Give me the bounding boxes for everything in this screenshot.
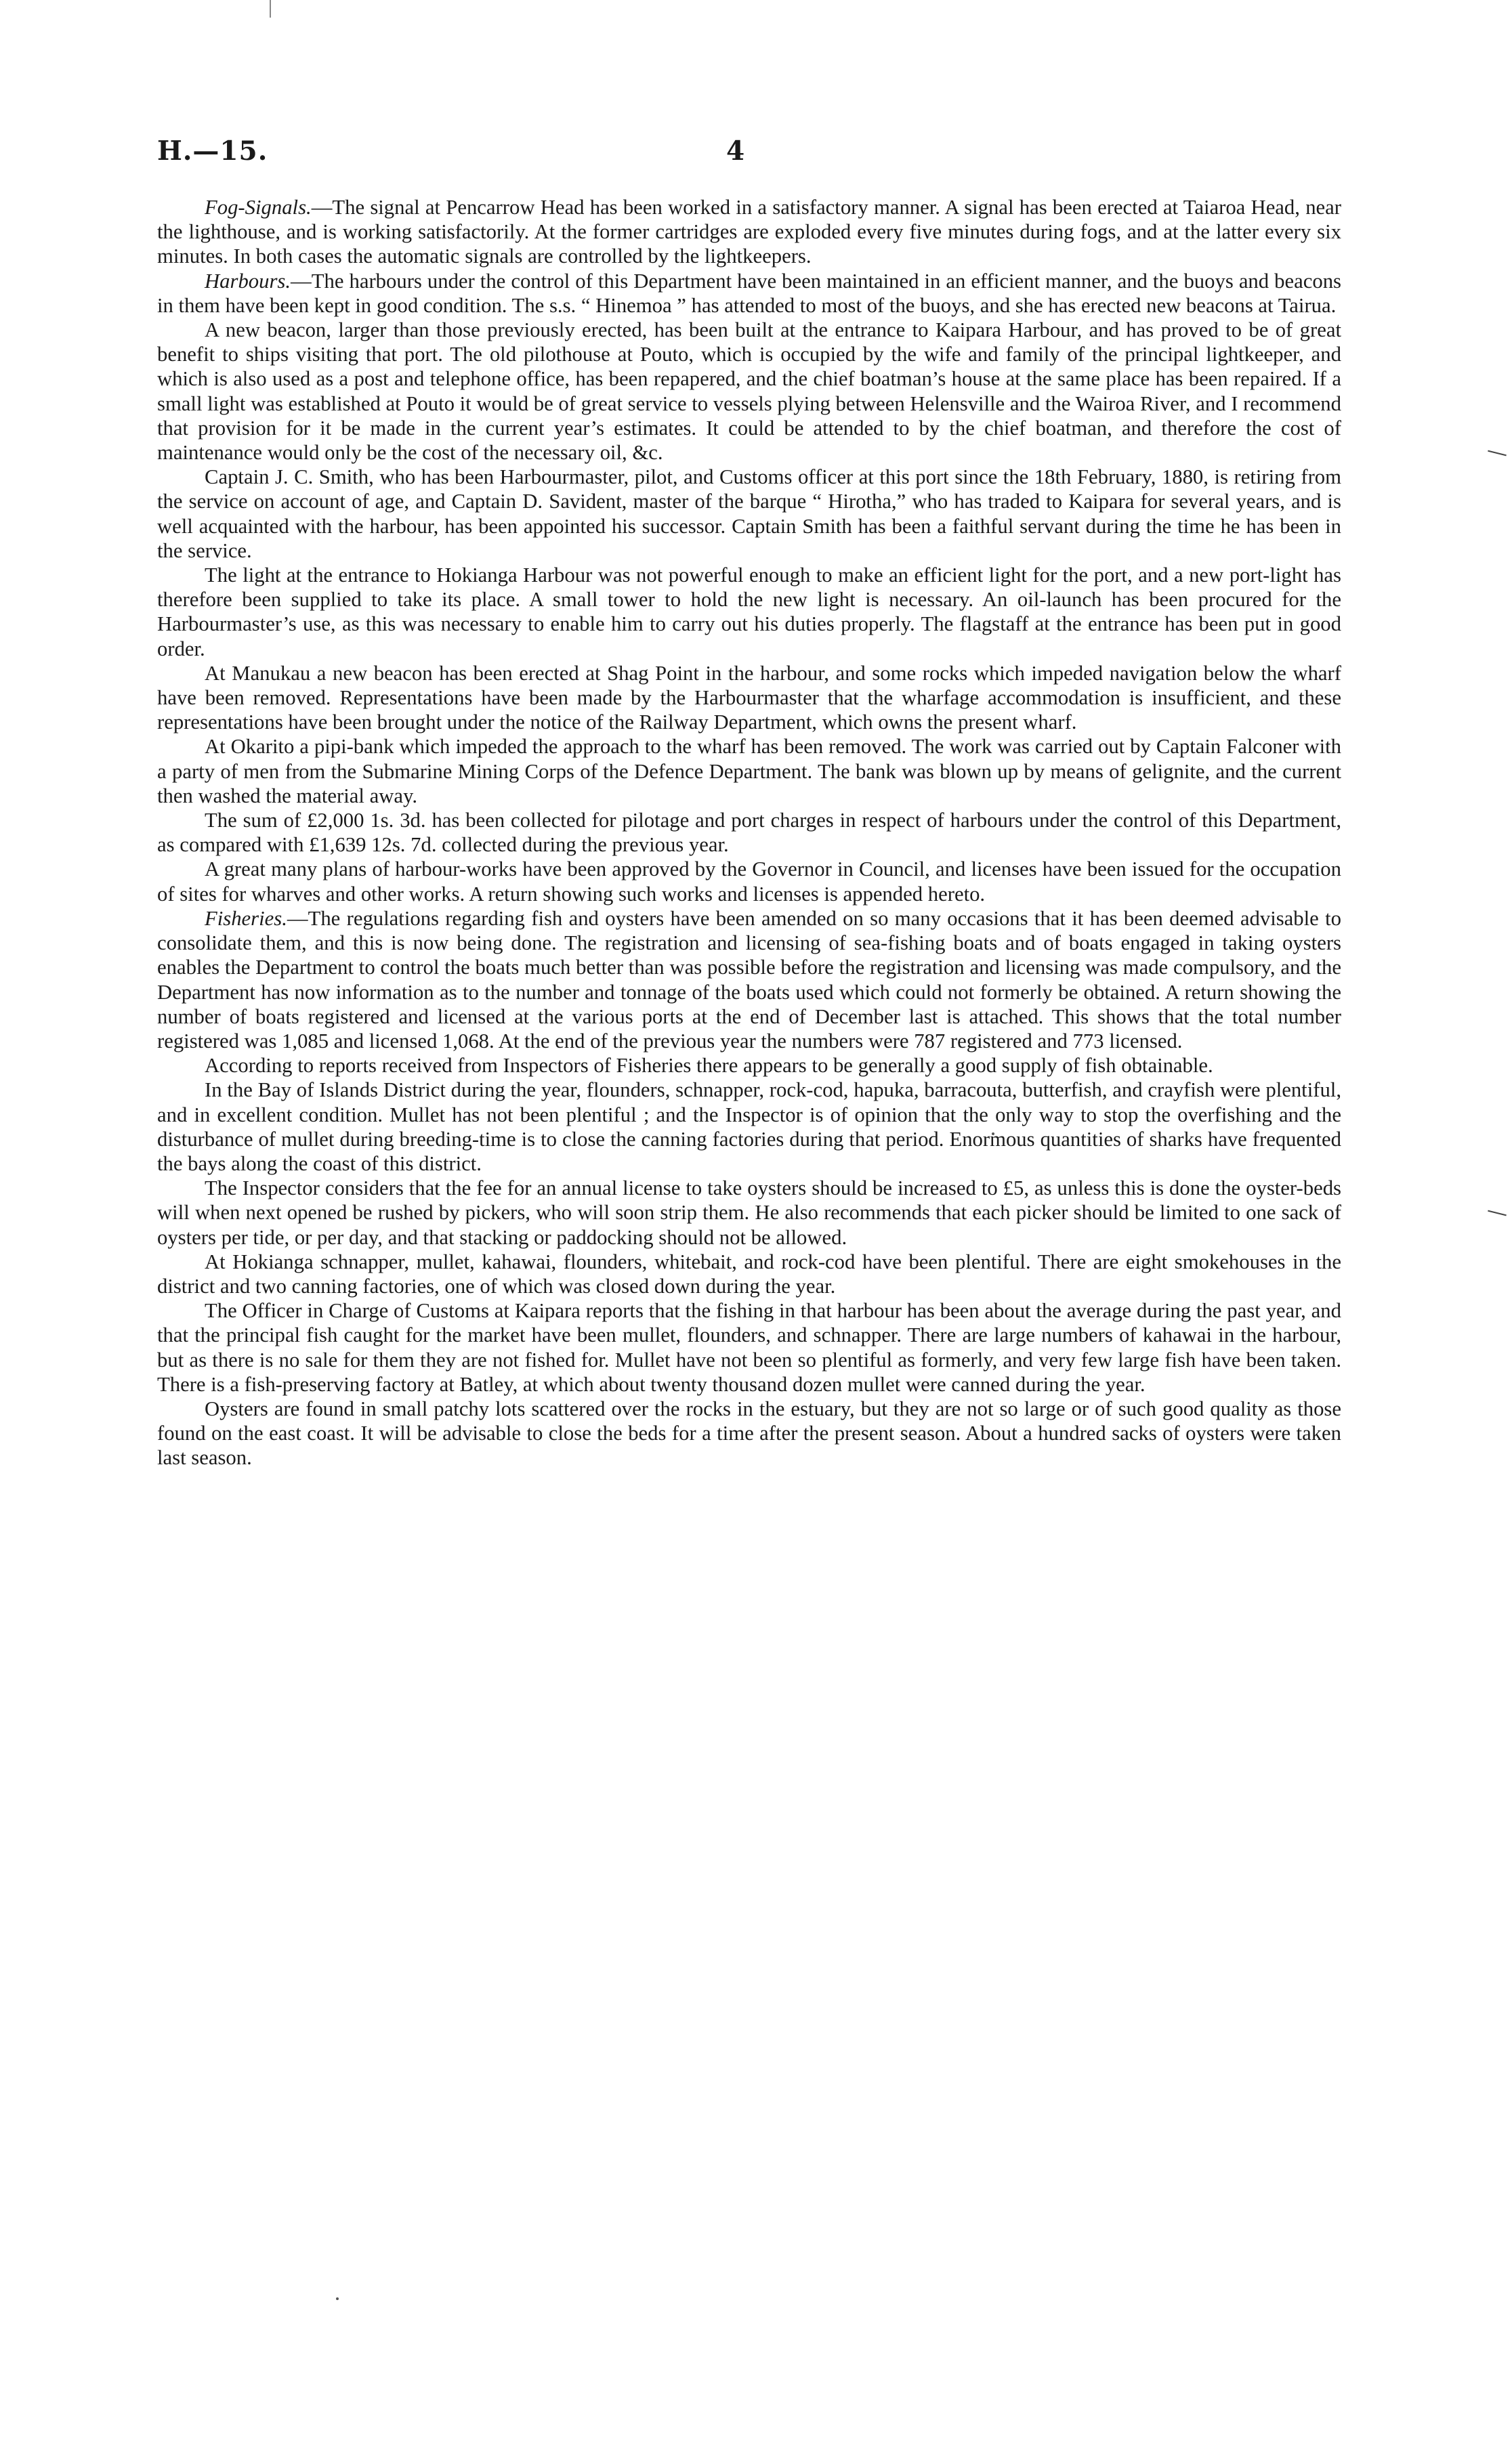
scan-margin-mark [1488,450,1507,456]
paragraph-harbour-works [157,857,1341,906]
paragraph-fisheries [157,906,1341,1053]
paragraph-text: Oysters are found in small patchy lots scattered over the rocks in the estuary, but they are not so large or of such good quality as those found on the east coast. It will be advisable to close the beds for a time after the present season. About a hundred sacks of oysters were taken last season. [157,1397,1341,1470]
document-body [157,195,1341,1470]
page-header [157,135,1341,179]
paragraph-text: At Hokianga schnapper, mullet, kahawai, flounders, whitebait, and rock-cod have been plentiful. There are eight smokehouses in the district and two canning factories, one of which was closed down during the year. [157,1250,1341,1298]
paragraph-text: The light at the entrance to Hokianga Harbour was not powerful enough to make an efficient light for the port, and a new port-light has therefore been supplied to take its place. A small tower to hold the new light is necessary. An oil-launch has been procured for the Harbourmaster’s use, as this was necessary to enable him to carry out his duties properly. The flagstaff at the entrance has been put in good order. [157,564,1341,660]
paragraph-text: Captain J. C. Smith, who has been Harbourmaster, pilot, and Customs officer at this port since the 18th February, 1880, is retiring from the service on account of age, and Captain D. Savident, master of the barque “ Hirotha,” who has traded to Kaipara for several years, and is well acquainted with the harbour, has been appointed his successor. Captain Smith has been a faithful servant during the time he has been in the service. [157,465,1341,562]
page-number: 4 [726,135,745,167]
paragraph-text: At Okarito a pipi-bank which impeded the approach to the wharf has been removed. The work was carried out by Captain Falconer with a party of men from the Submarine Mining Corps of the Defence Department. The bank was blown up by means of gelignite, and the current then washed the material away. [157,735,1341,807]
page-reference: H.—15. [157,135,268,167]
paragraph-heading: Fog-Signals. [205,196,312,219]
paragraph-text: —The signal at Pencarrow Head has been worked in a satisfactory manner. A signal has been erected at Taiaroa Head, near the lighthouse, and is working satisfactorily. At the former cartridges are exploded every five minutes during fogs, and at the latter every six minutes. In both cases the automatic signals are controlled by the lightkeepers. [157,196,1341,268]
paragraph-kaipara-customs [157,1298,1341,1397]
paragraph-pilotage-sum [157,808,1341,857]
paragraph-text: A new beacon, larger than those previously erected, has been built at the entrance to Kaipara Harbour, and has proved to be of great benefit to ships visiting that port. The old pilothouse at Pouto, which is occupied by the wife and family of the principal lightkeeper, and which is also used as a post and telephone office, has been repapered, and the chief boatman’s house at the same place has been repaired. If a small light was established at Pouto it would be of great service to vessels plying between Helensville and the Wairoa River, and I recommend that provision for it be made in the current year’s estimates. It could be attended to by the chief boatman, and therefore the cost of maintenance would only be the cost of the necessary oil, &c. [157,318,1341,465]
paragraph-hokianga-fish [157,1250,1341,1298]
paragraph-text: —The harbours under the control of this Department have been maintained in an efficient manner, and the buoys and beacons in them have been kept in good condition. The s.s. “ Hinemoa ” has attended to most of the buoys, and she has erected new beacons at Tairua. [157,269,1341,317]
paragraph-oyster-license [157,1176,1341,1250]
document-page [157,135,1341,2371]
paragraph-manukau [157,661,1341,735]
paragraph-bay-of-islands [157,1078,1341,1176]
paragraph-harbours [157,269,1341,318]
paragraph-text: The Officer in Charge of Customs at Kaipara reports that the fishing in that harbour has been about the average during the past year, and that the principal fish caught for the market have been mullet, flounders, and schnapper. There are large numbers of kahawai in the harbour, but as there is no sale for them they are not fished for. Mullet have not been so plentiful as formerly, and very few large fish have been taken. There is a fish-preserving factory at Batley, at which about twenty thousand dozen mullet were canned during the year. [157,1299,1341,1396]
paragraph-kaipara-beacon [157,318,1341,465]
paragraph-fog-signals [157,195,1341,269]
paragraph-text: A great many plans of harbour-works have been approved by the Governor in Council, and licenses have been issued for the occupation of sites for wharves and other works. A return showing such works and licenses is appended hereto. [157,857,1341,906]
paragraph-text: —The regulations regarding fish and oysters have been amended on so many occasions that it has been deemed advisable to consolidate them, and this is now being done. The registration and licensing of sea-fishing boats and of boats engaged in taking oysters enables the Department to control the boats much better than was possible before the registration and licensing was made compulsory, and the Department has now information as to the number and tonnage of the boats used which could not formerly be obtained. A return showing the number of boats registered and licensed at the various ports at the end of December last is attached. This shows that the total number registered was 1,085 and licensed 1,068. At the end of the previous year the numbers were 787 registered and 773 licensed. [157,906,1341,1053]
paragraph-text: The Inspector considers that the fee for an annual license to take oysters should be increased to £5, as unless this is done the oyster-beds will when next opened be rushed by pickers, who will soon strip them. He also recommends that each picker should be limited to one sack of oysters per tide, or per day, and that stacking or paddocking should not be allowed. [157,1176,1341,1249]
paragraph-captain-smith [157,465,1341,563]
paragraph-inspector-reports [157,1053,1341,1078]
paragraph-text: In the Bay of Islands District during the year, flounders, schnapper, rock-cod, hapuka, barracouta, butterfish, and crayfish were plentiful, and in excellent condition. Mullet has not been plentiful ; and the Inspector is of opinion that the only way to stop the overfishing and the disturbance of mullet during breeding-time is to close the canning factories during that period. Enormous quantities of sharks have frequented the bays along the coast of this district. [157,1078,1341,1175]
paragraph-okarito [157,734,1341,808]
paragraph-text: The sum of £2,000 1s. 3d. has been collected for pilotage and port charges in respect of harbours under the control of this Department, as compared with £1,639 12s. 7d. collected during the previous year. [157,809,1341,857]
paragraph-heading: Fisheries. [205,906,287,930]
paragraph-heading: Harbours. [205,269,291,293]
paragraph-hokianga-light [157,563,1341,661]
paragraph-text: According to reports received from Inspectors of Fisheries there appears to be generally a good supply of fish obtainable. [205,1054,1213,1078]
paragraph-text: At Manukau a new beacon has been erected at Shag Point in the harbour, and some rocks which impeded navigation below the wharf have been removed. Representations have been made by the Harbourmaster that the wharfage accommodation is insufficient, and these representations have been brought under the notice of the Railway Department, which owns the present wharf. [157,661,1341,734]
scan-edge-tick [270,0,271,18]
paragraph-oysters-estuary [157,1397,1341,1470]
scan-margin-mark [1488,1210,1507,1216]
